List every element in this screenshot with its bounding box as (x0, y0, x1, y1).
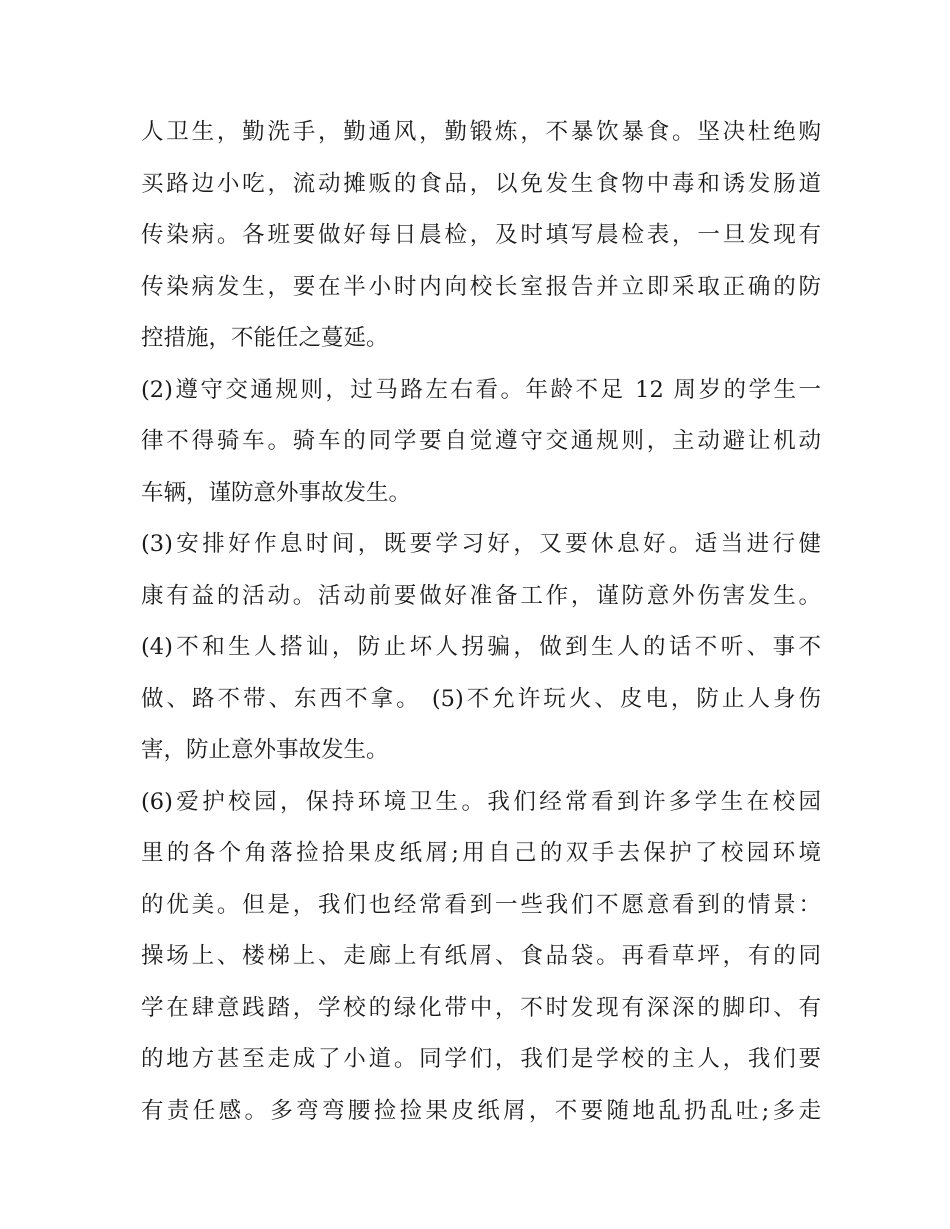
text-line: 买路边小吃，流动摊贩的食品，以免发生食物中毒和诱发肠道 (141, 170, 821, 197)
text-line: 人卫生，勤洗手，勤通风，勤锻炼，不暴饮暴食。坚决杜绝购 (141, 119, 821, 145)
text-line: 传染病发生，要在半小时内向校长室报告并立即采取正确的防 (141, 273, 821, 300)
text-line: 的地方甚至走成了小道。同学们，我们是学校的主人，我们要 (141, 1046, 821, 1072)
text-line: 做、路不带、东西不拿。 (5)不允许玩火、皮电，防止人身伤 (141, 685, 821, 712)
text-line: (2)遵守交通规则，过马路左右看。年龄不足 12 周岁的学生一 (141, 376, 821, 403)
text-line: (4)不和生人搭讪，防止坏人拐骗，做到生人的话不听、事不 (141, 634, 821, 660)
text-line: 车辆，谨防意外事故发生。 (141, 479, 412, 506)
text-line: 控措施，不能任之蔓延。 (141, 325, 389, 351)
text-line: 康有益的活动。活动前要做好准备工作，谨防意外伤害发生。 (141, 582, 821, 609)
text-line: (3)安排好作息时间，既要学习好，又要休息好。适当进行健 (141, 531, 821, 557)
text-line: 的优美。但是，我们也经常看到一些我们不愿意看到的情景： (141, 891, 821, 918)
text-line: 害，防止意外事故发生。 (141, 737, 389, 763)
text-line: (6)爱护校园，保持环境卫生。我们经常看到许多学生在校园 (141, 788, 821, 815)
text-line: 操场上、楼梯上、走廊上有纸屑、食品袋。再看草坪，有的同 (141, 943, 821, 969)
text-line: 里的各个角落捡拾果皮纸屑;用自己的双手去保护了校园环境 (141, 840, 821, 866)
text-line: 传染病。各班要做好每日晨检，及时填写晨检表，一旦发现有 (141, 222, 821, 248)
text-line: 有责任感。多弯弯腰捡捡果皮纸屑，不要随地乱扔乱吐;多走 (141, 1097, 821, 1124)
body-text (141, 107, 821, 1137)
text-line: 学在肆意践踏，学校的绿化带中，不时发现有深深的脚印、有 (141, 994, 821, 1021)
text-line: 律不得骑车。骑车的同学要自觉遵守交通规则，主动避让机动 (141, 428, 821, 454)
